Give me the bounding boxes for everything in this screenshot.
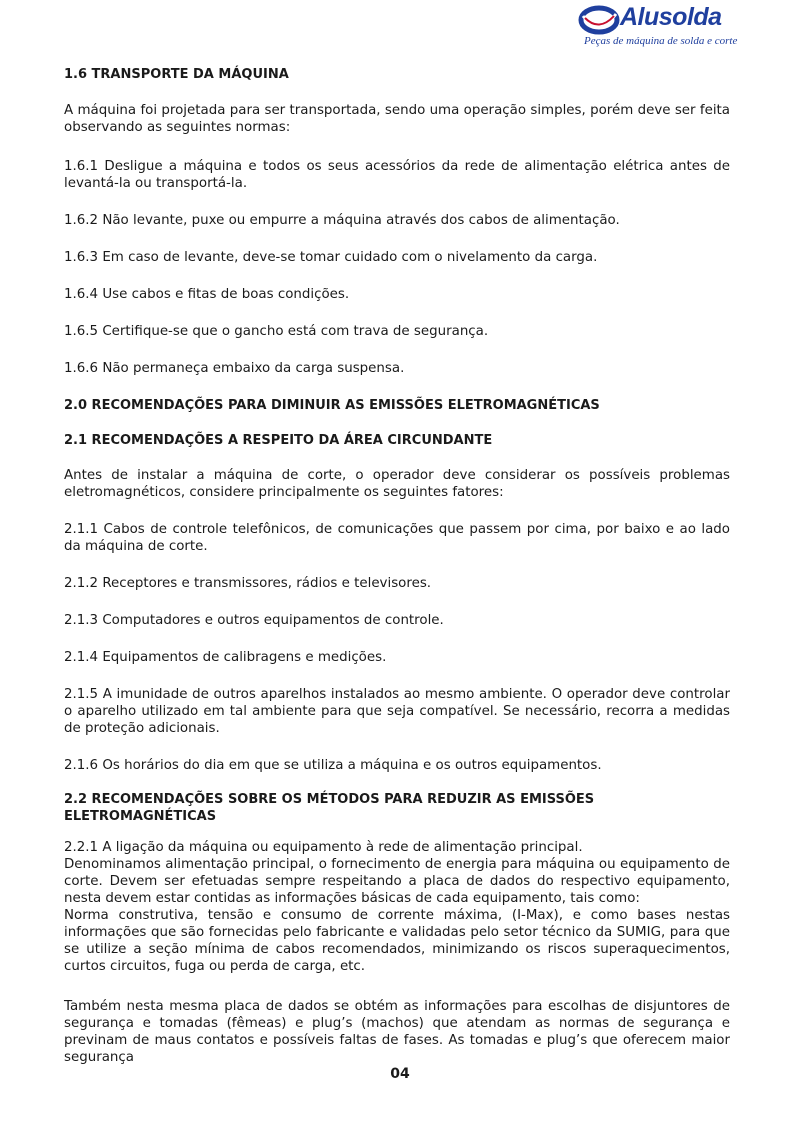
list-item: 1.6.4 Use cabos e fitas de boas condições. [64, 287, 350, 302]
paragraph: Antes de instalar a máquina de corte, o operador deve considerar os possíveis problemas eletromagnéticos, considere principalmente os seguintes fatores: [64, 468, 730, 500]
list-item: 2.1.5 A imunidade de outros aparelhos instalados ao mesmo ambiente. O operador deve controlar o aparelho utilizado em tal ambiente para que seja compatível. Se necessário, recorra a medidas de proteção adicionais. [64, 687, 730, 736]
section-title-1-6: 1.6 TRANSPORTE DA MÁQUINA [64, 67, 289, 82]
company-logo [578, 0, 738, 52]
section-title-2-1: 2.1 RECOMENDAÇÕES A RESPEITO DA ÁREA CIRCUNDANTE [64, 433, 493, 448]
page-number: 04 [390, 1066, 410, 1082]
paragraph [64, 839, 730, 975]
brand-name: Alusolda [620, 3, 722, 31]
list-item: 2.1.6 Os horários do dia em que se utiliza a máquina e os outros equipamentos. [64, 758, 602, 773]
section-title-2-2: 2.2 RECOMENDAÇÕES SOBRE OS MÉTODOS PARA REDUZIR AS EMISSÕES ELETROMAGNÉTICAS [64, 792, 595, 824]
list-item: 1.6.5 Certifique-se que o gancho está com trava de segurança. [64, 324, 489, 339]
brand-tagline: Peças de máquina de solda e corte [584, 35, 738, 47]
document-body [64, 66, 730, 1066]
list-item: 2.1.4 Equipamentos de calibragens e medições. [64, 650, 387, 665]
swoosh-logo-icon [578, 2, 622, 36]
list-item: 1.6.1 Desligue a máquina e todos os seus acessórios da rede de alimentação elétrica antes de levantá-la ou transportá-la. [64, 159, 730, 191]
paragraph-line: Norma construtiva, tensão e consumo de corrente máxima, (I-Max), e como bases nestas informações que são fornecidas pelo fabricante e validadas pelo setor técnico da SUMIG, para que se utilize a seção mínima de cabos recomendados, minimizando os riscos superaquecimentos, curtos circuitos, fuga ou perda de carga, etc. [64, 908, 730, 974]
list-item: 1.6.3 Em caso de levante, deve-se tomar cuidado com o nivelamento da carga. [64, 250, 598, 265]
list-item: 2.1.2 Receptores e transmissores, rádios e televisores. [64, 576, 432, 591]
section-title-2-0: 2.0 RECOMENDAÇÕES PARA DIMINUIR AS EMISSÕES ELETROMAGNÉTICAS [64, 398, 600, 413]
list-item: 1.6.6 Não permaneça embaixo da carga suspensa. [64, 361, 405, 376]
paragraph-line: Denominamos alimentação principal, o fornecimento de energia para máquina ou equipamento de corte. Devem ser efetuadas sempre respeitando a placa de dados do respectivo equipamento, nesta devem estar contidas as informações básicas de cada equipamento, tais como: [64, 857, 730, 906]
paragraph: Também nesta mesma placa de dados se obtém as informações para escolhas de disjuntores de segurança e tomadas (fêmeas) e plug’s (machos) que atendam as normas de segurança e previnam de maus contatos e possíveis faltas de fases. As tomadas e plug’s que oferecem maior segurança [64, 999, 730, 1065]
paragraph-line: 2.2.1 A ligação da máquina ou equipamento à rede de alimentação principal. [64, 840, 583, 855]
list-item: 1.6.2 Não levante, puxe ou empurre a máquina através dos cabos de alimentação. [64, 213, 620, 228]
paragraph: A máquina foi projetada para ser transportada, sendo uma operação simples, porém deve ser feita observando as seguintes normas: [64, 103, 730, 135]
list-item: 2.1.1 Cabos de controle telefônicos, de comunicações que passem por cima, por baixo e ao lado da máquina de corte. [64, 522, 730, 554]
list-item: 2.1.3 Computadores e outros equipamentos de controle. [64, 613, 444, 628]
